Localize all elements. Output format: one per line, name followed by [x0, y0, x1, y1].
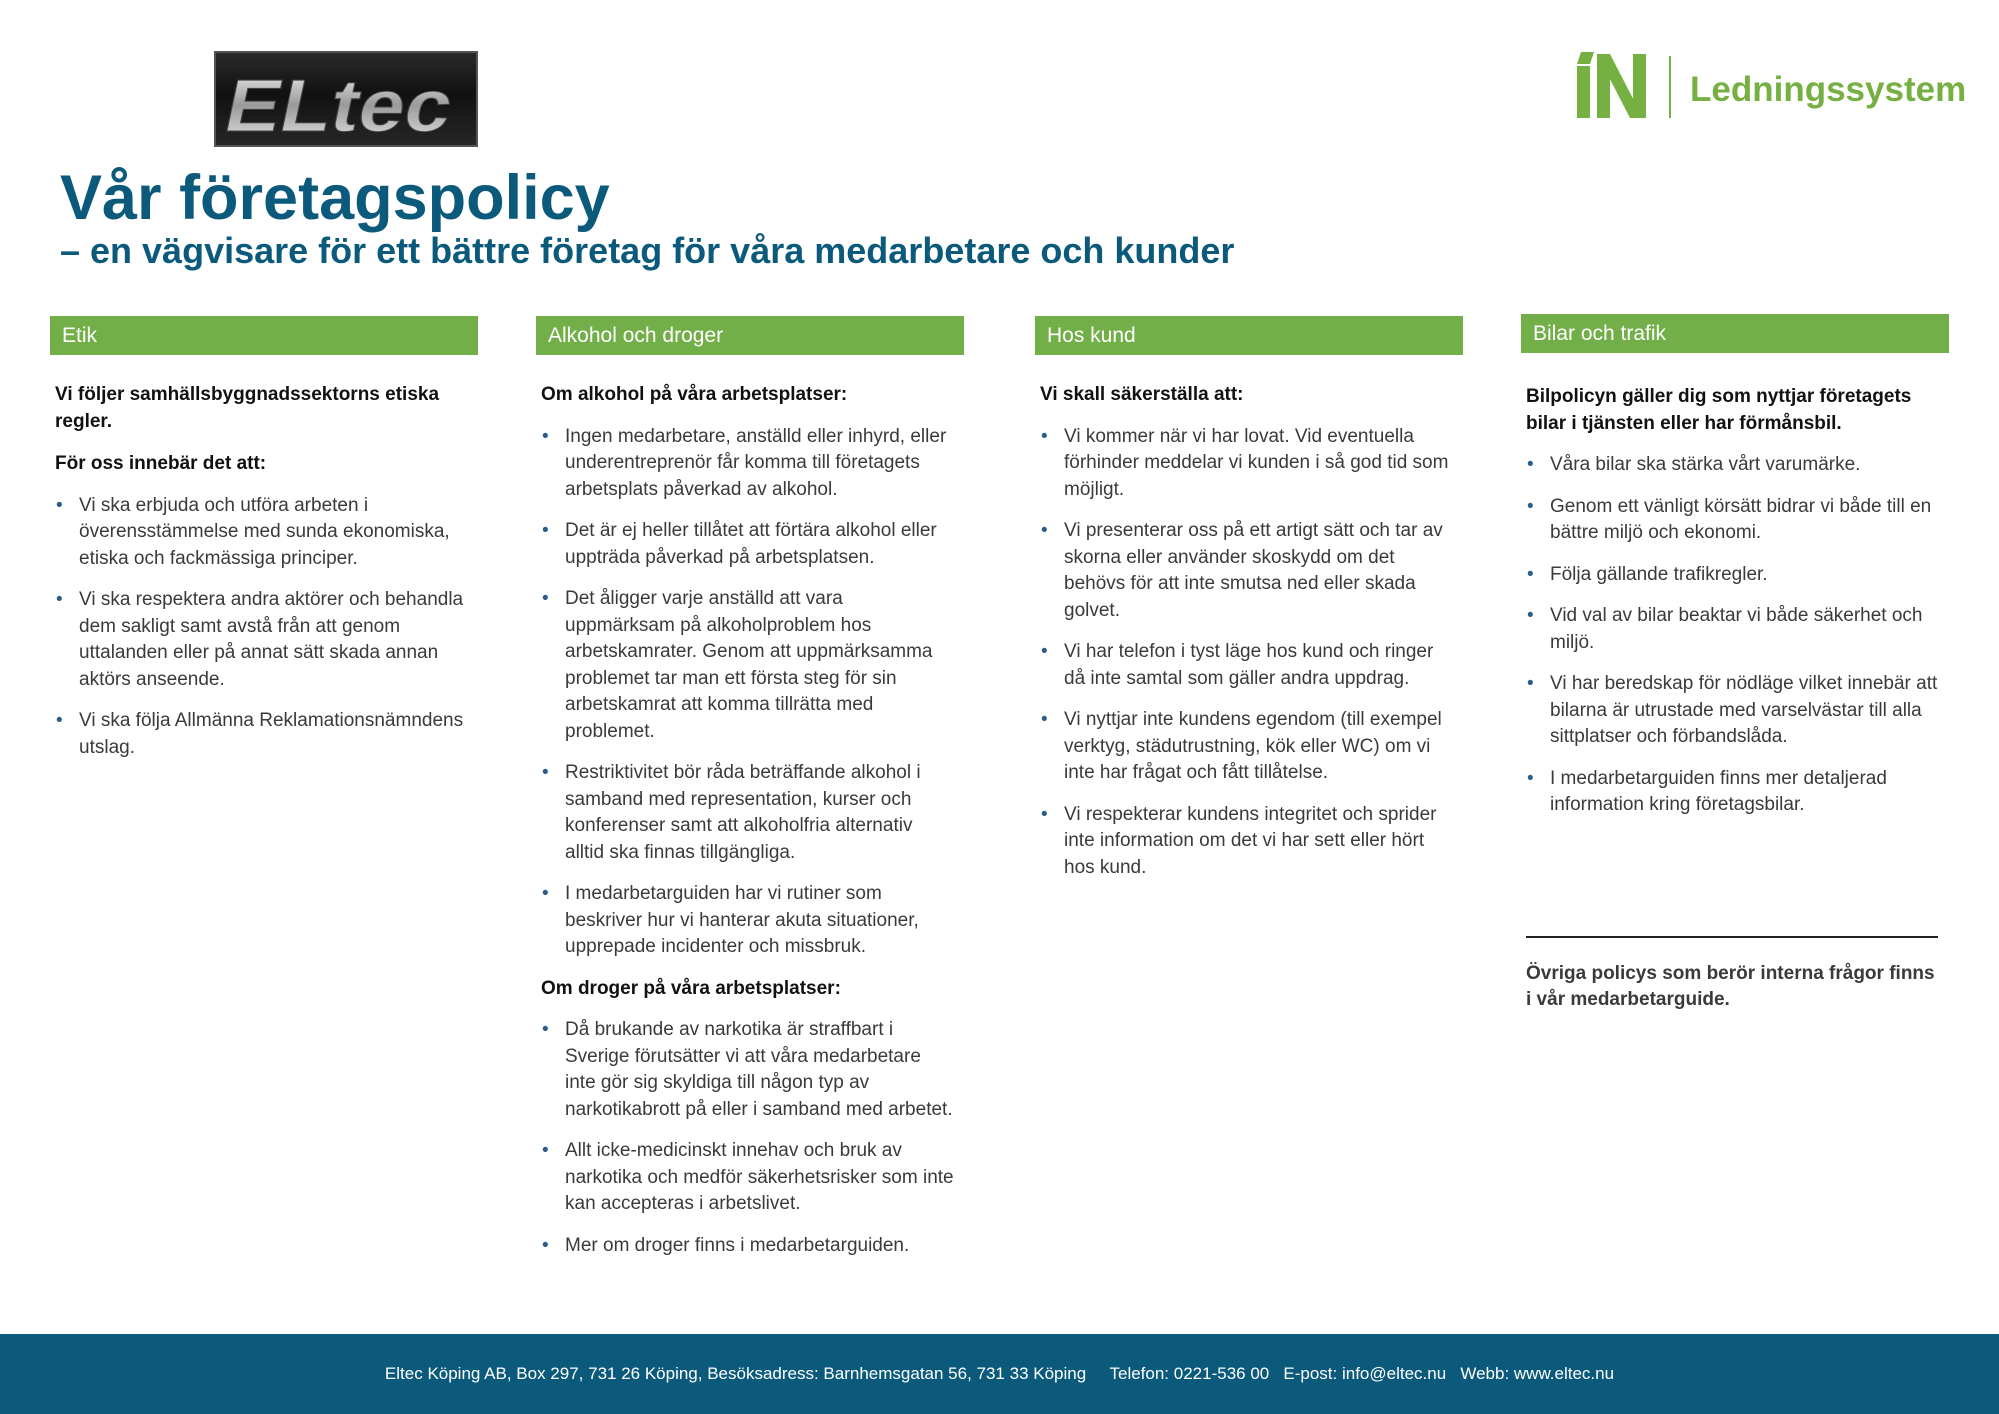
eltec-logo-mark — [216, 53, 476, 145]
list-item: • Vi har beredskap för nödläge vilket innebär att bilarna är utrustade med varselvästar till alla sittplatser och förbandslåda. — [1526, 671, 1941, 751]
list-item: • Mer om droger finns i medarbetarguiden. — [541, 1233, 956, 1260]
list-item: • Vi ska följa Allmänna Reklamationsnämndens utslag. — [55, 708, 470, 761]
column-lead-secondary: Om droger på våra arbetsplatser: — [541, 977, 841, 999]
bullet-list — [541, 424, 956, 961]
footer-contact-text: Eltec Köping AB, Box 297, 731 26 Köping, Besöksadress: Barnhemsgatan 56, 731 33 Köping Telefon: 0221-536 00 E-post: info@eltec.nu Webb: www.eltec.nu — [384, 1364, 1615, 1383]
list-item: • Vi nyttjar inte kundens egendom (till exempel verktyg, städutrustning, kök eller WC) om vi inte har frågat och fått tillåtelse. — [1040, 707, 1455, 787]
column-etik — [50, 316, 478, 761]
list-item: • I medarbetarguiden har vi rutiner som beskriver hur vi hanterar akuta situationer, upprepade incidenter och missbruk. — [541, 881, 956, 961]
list-item: • Vid val av bilar beaktar vi både säkerhet och miljö. — [1526, 603, 1941, 656]
list-item: • Allt icke-medicinskt innehav och bruk av narkotika och medför säkerhetsrisker som inte kan accepteras i arbetslivet. — [541, 1138, 956, 1218]
column-heading: Alkohol och droger — [536, 316, 964, 355]
column-lead: Vi skall säkerställa att: — [1040, 384, 1244, 405]
list-item: • Vi kommer när vi har lovat. Vid eventuella förhinder meddelar vi kunden i så god tid som möjligt. — [1040, 424, 1455, 504]
list-item: • Då brukande av narkotika är straffbart i Sverige förutsätter vi att våra medarbetare inte gör sig skyldiga till någon typ av narkotikabrott på eller i samband med arbetet. — [541, 1017, 956, 1123]
ledningssystem-logo-text: Ledningssystem — [1690, 70, 1967, 109]
list-item: • I medarbetarguiden finns mer detaljerad information kring företagsbilar. — [1526, 766, 1941, 819]
column-bilar — [1521, 314, 1949, 1014]
eltec-logo — [214, 51, 478, 147]
column-lead: Bilpolicyn gäller dig som nyttjar företagets bilar i tjänsten eller har förmånsbil. — [1526, 386, 1912, 434]
list-item: • Vi respekterar kundens integritet och sprider inte information om det vi har sett eller hört hos kund. — [1040, 802, 1455, 882]
list-item: • Våra bilar ska stärka vårt varumärke. — [1526, 452, 1941, 479]
bullet-list — [1040, 424, 1455, 882]
column-alkohol — [536, 316, 964, 1259]
list-item: • Vi ska erbjuda och utföra arbeten i överensstämmelse med sunda ekonomiska, etiska och fackmässiga principer. — [55, 493, 470, 573]
bullet-list — [55, 493, 470, 762]
list-item: • Ingen medarbetare, anställd eller inhyrd, eller underentreprenör får komma till företagets arbetsplats påverkad av alkohol. — [541, 424, 956, 504]
column-lead: Vi följer samhällsbyggnadssektorns etiska regler. — [55, 384, 440, 432]
list-item: • Vi presenterar oss på ett artigt sätt och tar av skorna eller använder skoskydd om det behövs för att inte smutsa ned eller skada golvet. — [1040, 518, 1455, 624]
divider-line — [1526, 936, 1938, 938]
in-logo-icon — [1575, 52, 1655, 120]
column-heading: Bilar och trafik — [1521, 314, 1949, 353]
column-heading: Hos kund — [1035, 316, 1463, 355]
list-item: • Vi har telefon i tyst läge hos kund och ringer då inte samtal som gäller andra uppdrag. — [1040, 639, 1455, 692]
list-item: • Restriktivitet bör råda beträffande alkohol i samband med representation, kurser och konferenser samt att alkoholfria alternativ alltid ska finnas tillgängliga. — [541, 760, 956, 866]
page-title: Vår företagspolicy — [60, 163, 610, 233]
column-hos-kund — [1035, 316, 1463, 881]
eltec-logo-el: ELtec — [218, 63, 438, 145]
column-lead: Om alkohol på våra arbetsplatser: — [541, 384, 848, 405]
list-item: • Genom ett vänligt körsätt bidrar vi både till en bättre miljö och ekonomi. — [1526, 494, 1941, 547]
column-heading: Etik — [50, 316, 478, 355]
logo-divider — [1669, 56, 1671, 118]
page-subtitle: – en vägvisare för ett bättre företag för våra medarbetare och kunder — [60, 230, 1235, 271]
list-item: • Det åligger varje anställd att vara uppmärksam på alkoholproblem hos arbetskamrater. Genom att uppmärksamma problemet tar man ett första steg för sin arbetskamrat att komma tillrätta med problemet. — [541, 586, 956, 745]
bullet-list — [1526, 452, 1941, 819]
footer — [0, 1334, 1999, 1414]
list-item: • Det är ej heller tillåtet att förtära alkohol eller uppträda påverkad på arbetsplatsen. — [541, 518, 956, 571]
column-lead-secondary: För oss innebär det att: — [55, 453, 267, 474]
list-item: • Vi ska respektera andra aktörer och behandla dem sakligt samt avstå från att genom uttalanden eller på annat sätt skada annan aktörs anseende. — [55, 587, 470, 693]
bullet-list — [541, 1017, 956, 1259]
closing-note: Övriga policys som berör interna frågor finns i vår medarbetarguide. — [1526, 962, 1935, 1010]
list-item: • Följa gällande trafikregler. — [1526, 562, 1941, 589]
